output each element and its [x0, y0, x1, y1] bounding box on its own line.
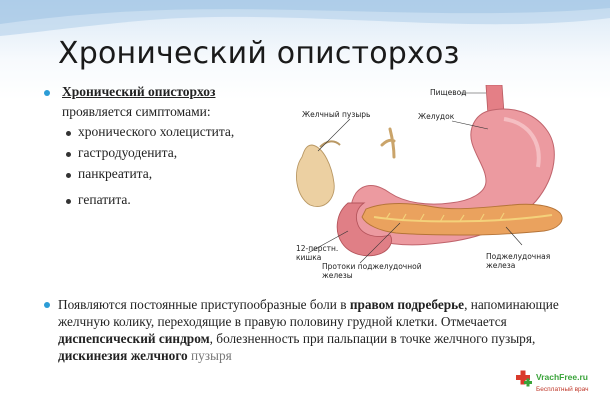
intro-line: [62, 84, 215, 100]
symptom-item: хронического холецистита,: [78, 124, 235, 139]
label-stomach: Желудок: [418, 112, 455, 121]
para-text-4: пузыря: [187, 348, 232, 363]
intro-bullet: [44, 90, 50, 96]
symptom-item: гепатита.: [78, 192, 131, 207]
symptom-item: гастродуоденита,: [78, 145, 178, 160]
label-gallbladder: Желчный пузырь: [302, 110, 371, 119]
para-bold-1: правом подреберье: [349, 297, 465, 312]
logo-tagline: Бесплатный врач: [536, 386, 589, 393]
symptom-bullet: [66, 131, 71, 136]
symptom-item: панкреатита,: [78, 166, 153, 181]
vrachfree-logo: [512, 364, 608, 400]
para-text-3: , болезненность при пальпации в точке желчного пузыря,: [209, 331, 536, 346]
intro-bold: Хронический описторхоз: [62, 84, 216, 99]
para-bold-2: диспепсический синдром: [58, 331, 210, 346]
intro-rest: проявляется симптомами:: [62, 104, 211, 119]
para-text-2: , напоминающие желчную колику, переходящие в правую половину грудной клетки. Отмечается: [58, 297, 559, 329]
symptom-bullet: [66, 152, 71, 157]
label-duodenum-1: 12-перстн.: [296, 244, 339, 253]
symptom-bullet: [66, 199, 71, 204]
main-paragraph: [58, 296, 590, 364]
label-duodenum-2: кишка: [296, 253, 322, 262]
symptom-bullet: [66, 173, 71, 178]
paragraph-bullet: [44, 302, 50, 308]
label-ducts-1: Протоки поджелудочной: [322, 262, 422, 271]
slide-title: Хронический описторхоз: [58, 36, 460, 71]
anatomy-diagram: [290, 85, 590, 285]
label-esophagus: Пищевод: [430, 88, 467, 97]
pancreas-shape: [362, 204, 562, 236]
label-pancreas-2: железа: [486, 261, 516, 270]
label-pancreas-1: Поджелудочная: [486, 252, 551, 261]
para-bold-3: дискинезия желчного: [58, 348, 188, 363]
para-text-1: Появляются постоянные приступообразные боли в: [58, 297, 350, 312]
label-ducts-2: железы: [322, 271, 353, 280]
logo-name: VrachFree.ru: [536, 372, 588, 382]
